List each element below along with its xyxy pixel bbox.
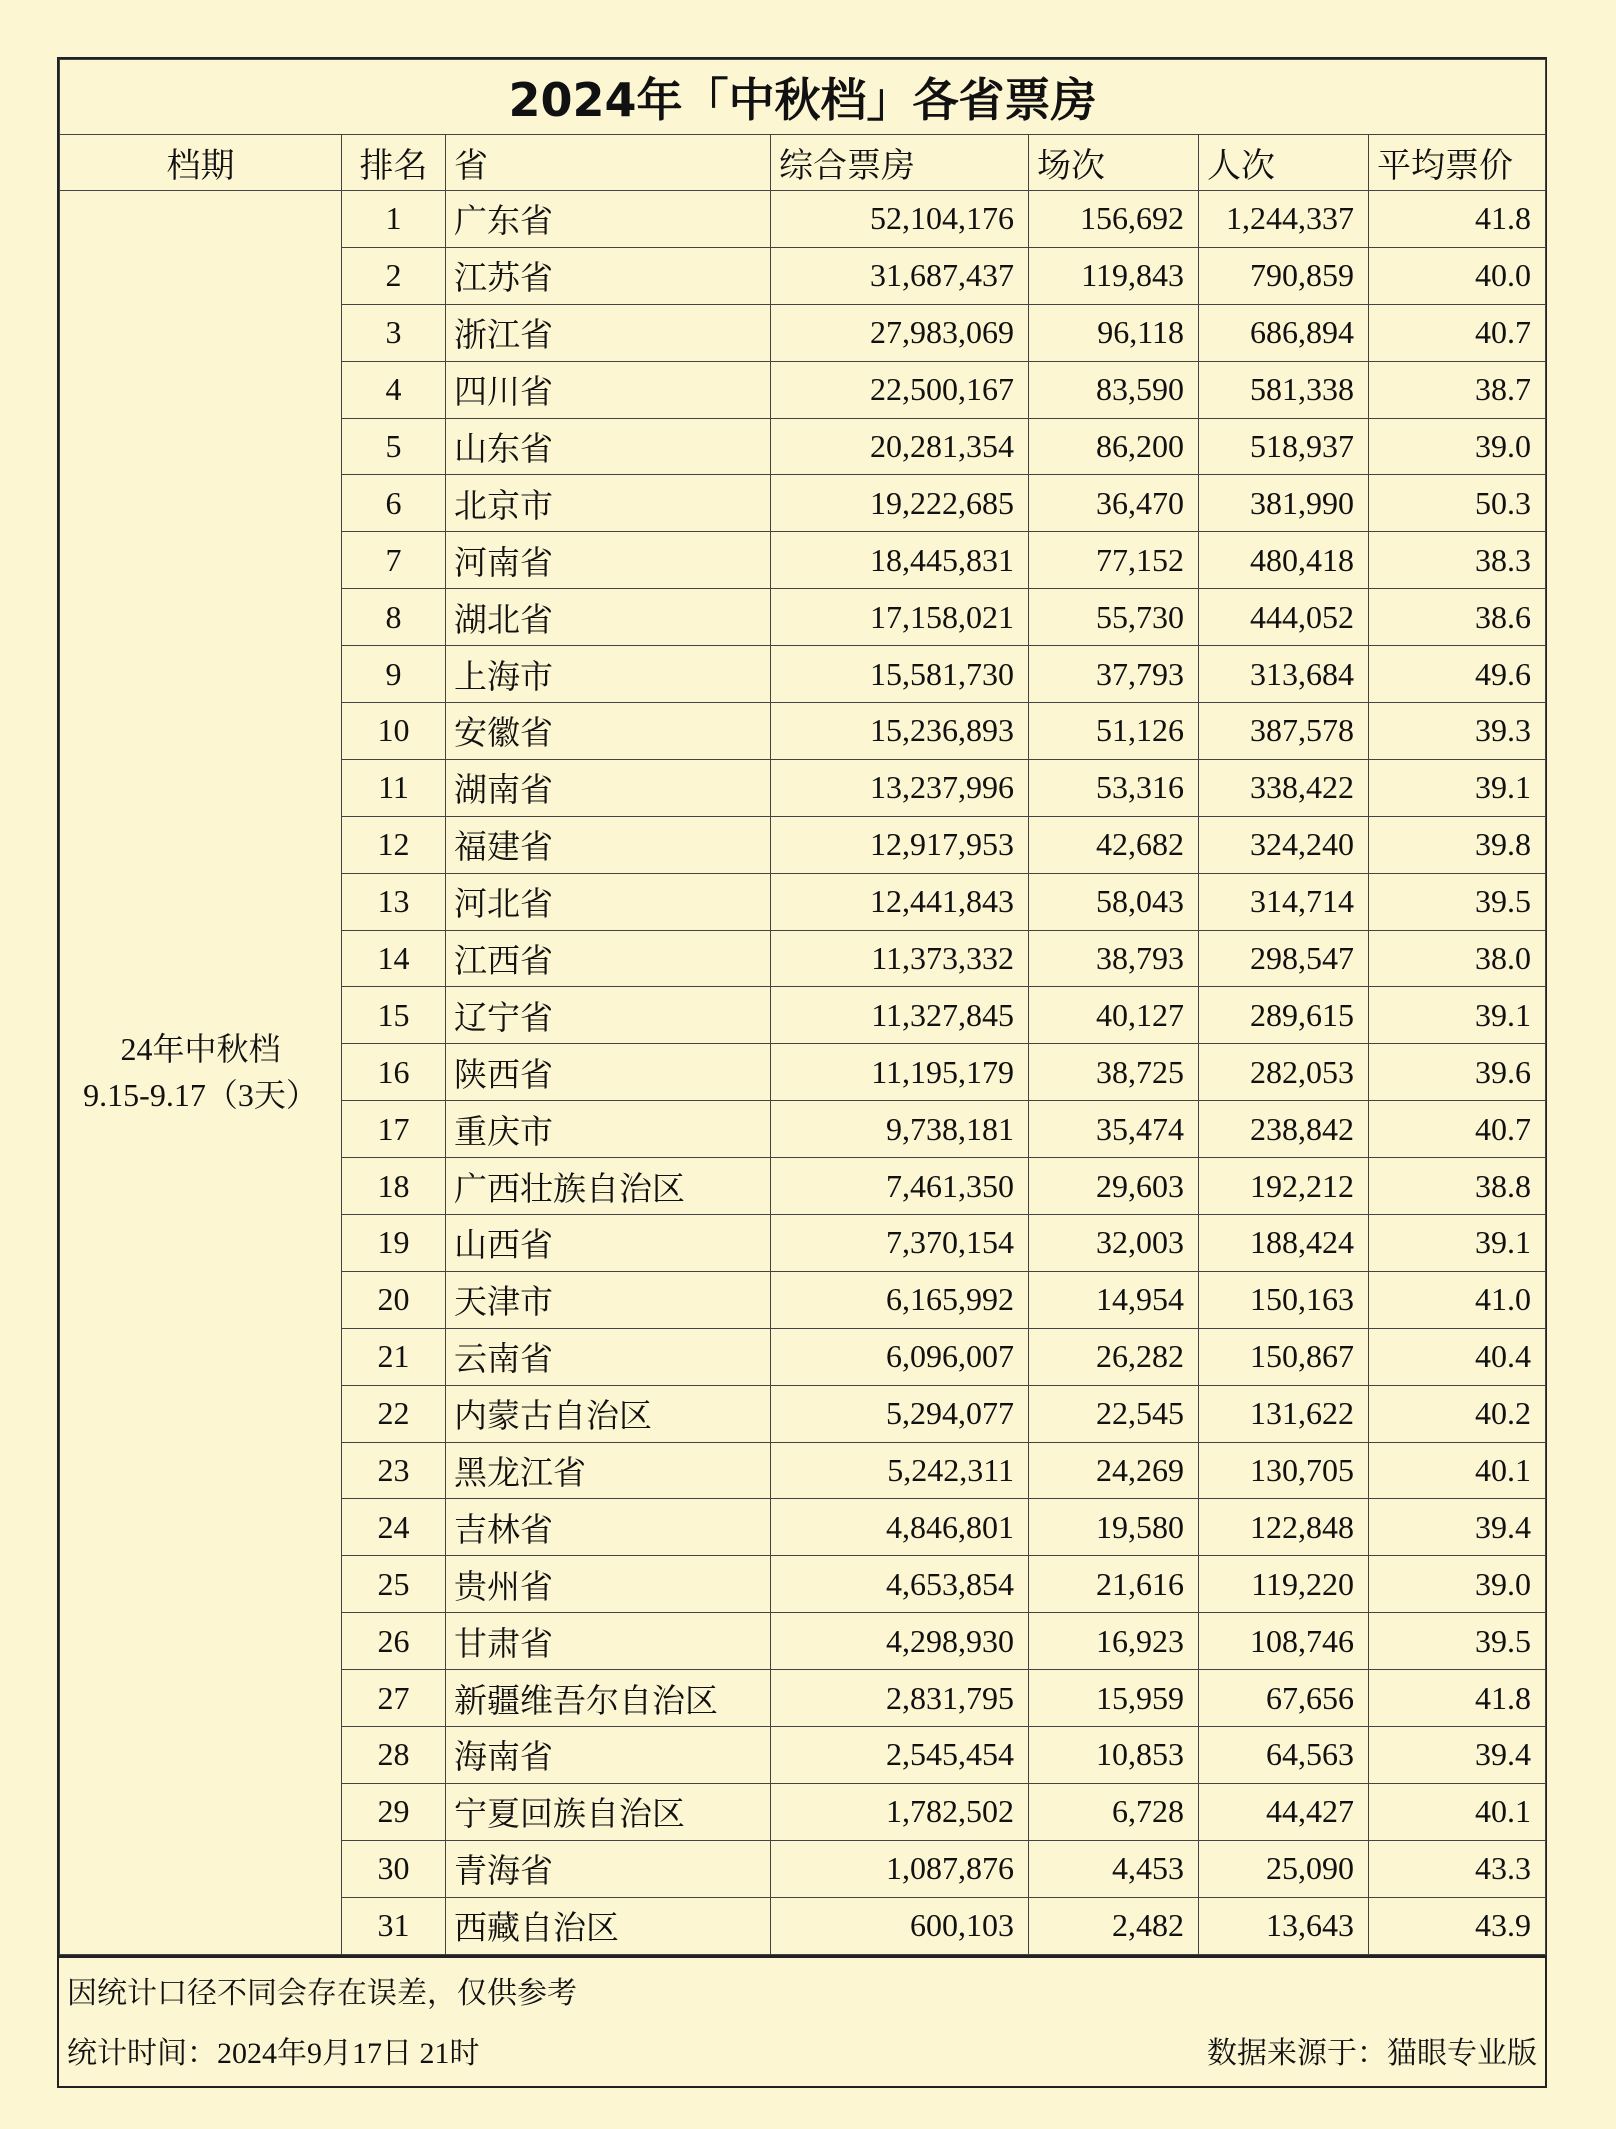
box-office-cell: 9,738,181 [771, 1101, 1029, 1158]
box-office-cell: 11,327,845 [771, 987, 1029, 1044]
admissions-cell: 387,578 [1199, 703, 1369, 760]
header-admissions: 人次 [1199, 135, 1369, 191]
province-cell: 海南省 [446, 1727, 771, 1784]
avg-price-cell: 41.8 [1369, 1670, 1546, 1727]
box-office-cell: 15,581,730 [771, 646, 1029, 703]
province-cell: 河南省 [446, 532, 771, 589]
avg-price-cell: 43.9 [1369, 1897, 1546, 1954]
shows-cell: 4,453 [1029, 1840, 1199, 1897]
admissions-cell: 67,656 [1199, 1670, 1369, 1727]
rank-cell: 15 [342, 987, 446, 1044]
rank-cell: 8 [342, 589, 446, 646]
rank-cell: 30 [342, 1840, 446, 1897]
rank-cell: 2 [342, 247, 446, 304]
box-office-cell: 600,103 [771, 1897, 1029, 1954]
avg-price-cell: 39.4 [1369, 1499, 1546, 1556]
avg-price-cell: 39.5 [1369, 1613, 1546, 1670]
rank-cell: 23 [342, 1442, 446, 1499]
box-office-cell: 5,242,311 [771, 1442, 1029, 1499]
rank-cell: 18 [342, 1158, 446, 1215]
box-office-cell: 20,281,354 [771, 418, 1029, 475]
admissions-cell: 338,422 [1199, 759, 1369, 816]
box-office-cell: 17,158,021 [771, 589, 1029, 646]
admissions-cell: 444,052 [1199, 589, 1369, 646]
shows-cell: 6,728 [1029, 1783, 1199, 1840]
box-office-cell: 2,545,454 [771, 1727, 1029, 1784]
avg-price-cell: 40.7 [1369, 304, 1546, 361]
box-office-cell: 2,831,795 [771, 1670, 1029, 1727]
rank-cell: 4 [342, 361, 446, 418]
rank-cell: 31 [342, 1897, 446, 1954]
shows-cell: 156,692 [1029, 191, 1199, 248]
admissions-cell: 480,418 [1199, 532, 1369, 589]
rank-cell: 22 [342, 1385, 446, 1442]
avg-price-cell: 40.7 [1369, 1101, 1546, 1158]
stat-time [67, 2028, 480, 2072]
shows-cell: 15,959 [1029, 1670, 1199, 1727]
admissions-cell: 150,867 [1199, 1328, 1369, 1385]
avg-price-cell: 39.5 [1369, 873, 1546, 930]
rank-cell: 5 [342, 418, 446, 475]
avg-price-cell: 39.0 [1369, 418, 1546, 475]
page-title: 2024年「中秋档」各省票房 [60, 60, 1546, 135]
province-cell: 云南省 [446, 1328, 771, 1385]
avg-price-cell: 43.3 [1369, 1840, 1546, 1897]
box-office-cell: 7,370,154 [771, 1215, 1029, 1272]
admissions-cell: 686,894 [1199, 304, 1369, 361]
box-office-sheet [57, 57, 1547, 2088]
rank-cell: 16 [342, 1044, 446, 1101]
avg-price-cell: 38.7 [1369, 361, 1546, 418]
avg-price-cell: 40.2 [1369, 1385, 1546, 1442]
box-office-cell: 13,237,996 [771, 759, 1029, 816]
stat-time-label: 统计时间： [67, 2035, 217, 2071]
box-office-cell: 4,298,930 [771, 1613, 1029, 1670]
shows-cell: 38,793 [1029, 930, 1199, 987]
rank-cell: 6 [342, 475, 446, 532]
rank-cell: 21 [342, 1328, 446, 1385]
admissions-cell: 131,622 [1199, 1385, 1369, 1442]
header-avg-price: 平均票价 [1369, 135, 1546, 191]
shows-cell: 19,580 [1029, 1499, 1199, 1556]
shows-cell: 119,843 [1029, 247, 1199, 304]
province-cell: 青海省 [446, 1840, 771, 1897]
province-cell: 天津市 [446, 1271, 771, 1328]
province-cell: 新疆维吾尔自治区 [446, 1670, 771, 1727]
rank-cell: 26 [342, 1613, 446, 1670]
province-cell: 陕西省 [446, 1044, 771, 1101]
rank-cell: 29 [342, 1783, 446, 1840]
shows-cell: 38,725 [1029, 1044, 1199, 1101]
admissions-cell: 122,848 [1199, 1499, 1369, 1556]
box-office-table [59, 59, 1546, 1955]
box-office-cell: 5,294,077 [771, 1385, 1029, 1442]
shows-cell: 14,954 [1029, 1271, 1199, 1328]
admissions-cell: 289,615 [1199, 987, 1369, 1044]
admissions-cell: 381,990 [1199, 475, 1369, 532]
shows-cell: 10,853 [1029, 1727, 1199, 1784]
province-cell: 贵州省 [446, 1556, 771, 1613]
rank-cell: 25 [342, 1556, 446, 1613]
admissions-cell: 44,427 [1199, 1783, 1369, 1840]
rank-cell: 12 [342, 816, 446, 873]
admissions-cell: 790,859 [1199, 247, 1369, 304]
header-rank: 排名 [342, 135, 446, 191]
avg-price-cell: 40.1 [1369, 1442, 1546, 1499]
avg-price-cell: 39.1 [1369, 759, 1546, 816]
province-cell: 重庆市 [446, 1101, 771, 1158]
disclaimer-note: 因统计口径不同会存在误差，仅供参考 [67, 1975, 577, 2011]
box-office-cell: 1,087,876 [771, 1840, 1029, 1897]
box-office-cell: 15,236,893 [771, 703, 1029, 760]
shows-cell: 37,793 [1029, 646, 1199, 703]
admissions-cell: 108,746 [1199, 1613, 1369, 1670]
rank-cell: 14 [342, 930, 446, 987]
shows-cell: 96,118 [1029, 304, 1199, 361]
province-cell: 湖南省 [446, 759, 771, 816]
province-cell: 广东省 [446, 191, 771, 248]
admissions-cell: 25,090 [1199, 1840, 1369, 1897]
admissions-cell: 314,714 [1199, 873, 1369, 930]
admissions-cell: 119,220 [1199, 1556, 1369, 1613]
period-name: 24年中秋档 [120, 1031, 281, 1068]
avg-price-cell: 39.3 [1369, 703, 1546, 760]
province-cell: 宁夏回族自治区 [446, 1783, 771, 1840]
box-office-cell: 12,917,953 [771, 816, 1029, 873]
avg-price-cell: 39.0 [1369, 1556, 1546, 1613]
admissions-cell: 130,705 [1199, 1442, 1369, 1499]
avg-price-cell: 41.0 [1369, 1271, 1546, 1328]
shows-cell: 16,923 [1029, 1613, 1199, 1670]
admissions-cell: 192,212 [1199, 1158, 1369, 1215]
shows-cell: 36,470 [1029, 475, 1199, 532]
shows-cell: 24,269 [1029, 1442, 1199, 1499]
shows-cell: 22,545 [1029, 1385, 1199, 1442]
table-row [60, 191, 1546, 248]
avg-price-cell: 50.3 [1369, 475, 1546, 532]
stat-time-value: 2024年9月17日 21时 [217, 2036, 480, 2070]
province-cell: 吉林省 [446, 1499, 771, 1556]
avg-price-cell: 39.8 [1369, 816, 1546, 873]
header-province: 省 [446, 135, 771, 191]
rank-cell: 20 [342, 1271, 446, 1328]
shows-cell: 77,152 [1029, 532, 1199, 589]
shows-cell: 83,590 [1029, 361, 1199, 418]
avg-price-cell: 39.4 [1369, 1727, 1546, 1784]
data-source: 数据来源于：猫眼专业版 [1207, 2035, 1537, 2071]
rank-cell: 24 [342, 1499, 446, 1556]
box-office-cell: 7,461,350 [771, 1158, 1029, 1215]
admissions-cell: 313,684 [1199, 646, 1369, 703]
admissions-cell: 188,424 [1199, 1215, 1369, 1272]
rank-cell: 19 [342, 1215, 446, 1272]
box-office-cell: 31,687,437 [771, 247, 1029, 304]
shows-cell: 26,282 [1029, 1328, 1199, 1385]
avg-price-cell: 38.8 [1369, 1158, 1546, 1215]
shows-cell: 35,474 [1029, 1101, 1199, 1158]
shows-cell: 21,616 [1029, 1556, 1199, 1613]
rank-cell: 28 [342, 1727, 446, 1784]
box-office-cell: 4,846,801 [771, 1499, 1029, 1556]
rank-cell: 10 [342, 703, 446, 760]
shows-cell: 2,482 [1029, 1897, 1199, 1954]
shows-cell: 86,200 [1029, 418, 1199, 475]
header-shows: 场次 [1029, 135, 1199, 191]
admissions-cell: 238,842 [1199, 1101, 1369, 1158]
province-cell: 湖北省 [446, 589, 771, 646]
province-cell: 江西省 [446, 930, 771, 987]
province-cell: 辽宁省 [446, 987, 771, 1044]
avg-price-cell: 41.8 [1369, 191, 1546, 248]
province-cell: 四川省 [446, 361, 771, 418]
admissions-cell: 282,053 [1199, 1044, 1369, 1101]
rank-cell: 13 [342, 873, 446, 930]
header-box-office: 综合票房 [771, 135, 1029, 191]
box-office-cell: 11,195,179 [771, 1044, 1029, 1101]
shows-cell: 29,603 [1029, 1158, 1199, 1215]
province-cell: 江苏省 [446, 247, 771, 304]
shows-cell: 32,003 [1029, 1215, 1199, 1272]
box-office-cell: 12,441,843 [771, 873, 1029, 930]
footer [59, 1955, 1545, 2086]
province-cell: 内蒙古自治区 [446, 1385, 771, 1442]
box-office-cell: 18,445,831 [771, 532, 1029, 589]
shows-cell: 58,043 [1029, 873, 1199, 930]
shows-cell: 51,126 [1029, 703, 1199, 760]
box-office-cell: 6,096,007 [771, 1328, 1029, 1385]
province-cell: 浙江省 [446, 304, 771, 361]
admissions-cell: 298,547 [1199, 930, 1369, 987]
avg-price-cell: 39.6 [1369, 1044, 1546, 1101]
province-cell: 山西省 [446, 1215, 771, 1272]
box-office-cell: 1,782,502 [771, 1783, 1029, 1840]
province-cell: 广西壮族自治区 [446, 1158, 771, 1215]
rank-cell: 27 [342, 1670, 446, 1727]
admissions-cell: 581,338 [1199, 361, 1369, 418]
box-office-cell: 22,500,167 [771, 361, 1029, 418]
box-office-cell: 19,222,685 [771, 475, 1029, 532]
avg-price-cell: 40.1 [1369, 1783, 1546, 1840]
table-body [60, 191, 1546, 1955]
avg-price-cell: 39.1 [1369, 1215, 1546, 1272]
avg-price-cell: 49.6 [1369, 646, 1546, 703]
avg-price-cell: 39.1 [1369, 987, 1546, 1044]
box-office-cell: 11,373,332 [771, 930, 1029, 987]
rank-cell: 1 [342, 191, 446, 248]
box-office-cell: 27,983,069 [771, 304, 1029, 361]
province-cell: 北京市 [446, 475, 771, 532]
shows-cell: 42,682 [1029, 816, 1199, 873]
avg-price-cell: 38.0 [1369, 930, 1546, 987]
box-office-cell: 6,165,992 [771, 1271, 1029, 1328]
box-office-cell: 52,104,176 [771, 191, 1029, 248]
province-cell: 安徽省 [446, 703, 771, 760]
header-period: 档期 [60, 135, 342, 191]
province-cell: 西藏自治区 [446, 1897, 771, 1954]
admissions-cell: 324,240 [1199, 816, 1369, 873]
province-cell: 山东省 [446, 418, 771, 475]
header-row [60, 135, 1546, 191]
province-cell: 上海市 [446, 646, 771, 703]
admissions-cell: 13,643 [1199, 1897, 1369, 1954]
shows-cell: 55,730 [1029, 589, 1199, 646]
avg-price-cell: 38.3 [1369, 532, 1546, 589]
rank-cell: 17 [342, 1101, 446, 1158]
rank-cell: 7 [342, 532, 446, 589]
avg-price-cell: 38.6 [1369, 589, 1546, 646]
province-cell: 甘肃省 [446, 1613, 771, 1670]
admissions-cell: 518,937 [1199, 418, 1369, 475]
province-cell: 黑龙江省 [446, 1442, 771, 1499]
admissions-cell: 150,163 [1199, 1271, 1369, 1328]
province-cell: 福建省 [446, 816, 771, 873]
period-dates: 9.15-9.17（3天） [83, 1077, 318, 1114]
shows-cell: 53,316 [1029, 759, 1199, 816]
avg-price-cell: 40.0 [1369, 247, 1546, 304]
admissions-cell: 64,563 [1199, 1727, 1369, 1784]
shows-cell: 40,127 [1029, 987, 1199, 1044]
rank-cell: 11 [342, 759, 446, 816]
admissions-cell: 1,244,337 [1199, 191, 1369, 248]
province-cell: 河北省 [446, 873, 771, 930]
avg-price-cell: 40.4 [1369, 1328, 1546, 1385]
box-office-cell: 4,653,854 [771, 1556, 1029, 1613]
rank-cell: 9 [342, 646, 446, 703]
period-cell [60, 191, 342, 1955]
rank-cell: 3 [342, 304, 446, 361]
